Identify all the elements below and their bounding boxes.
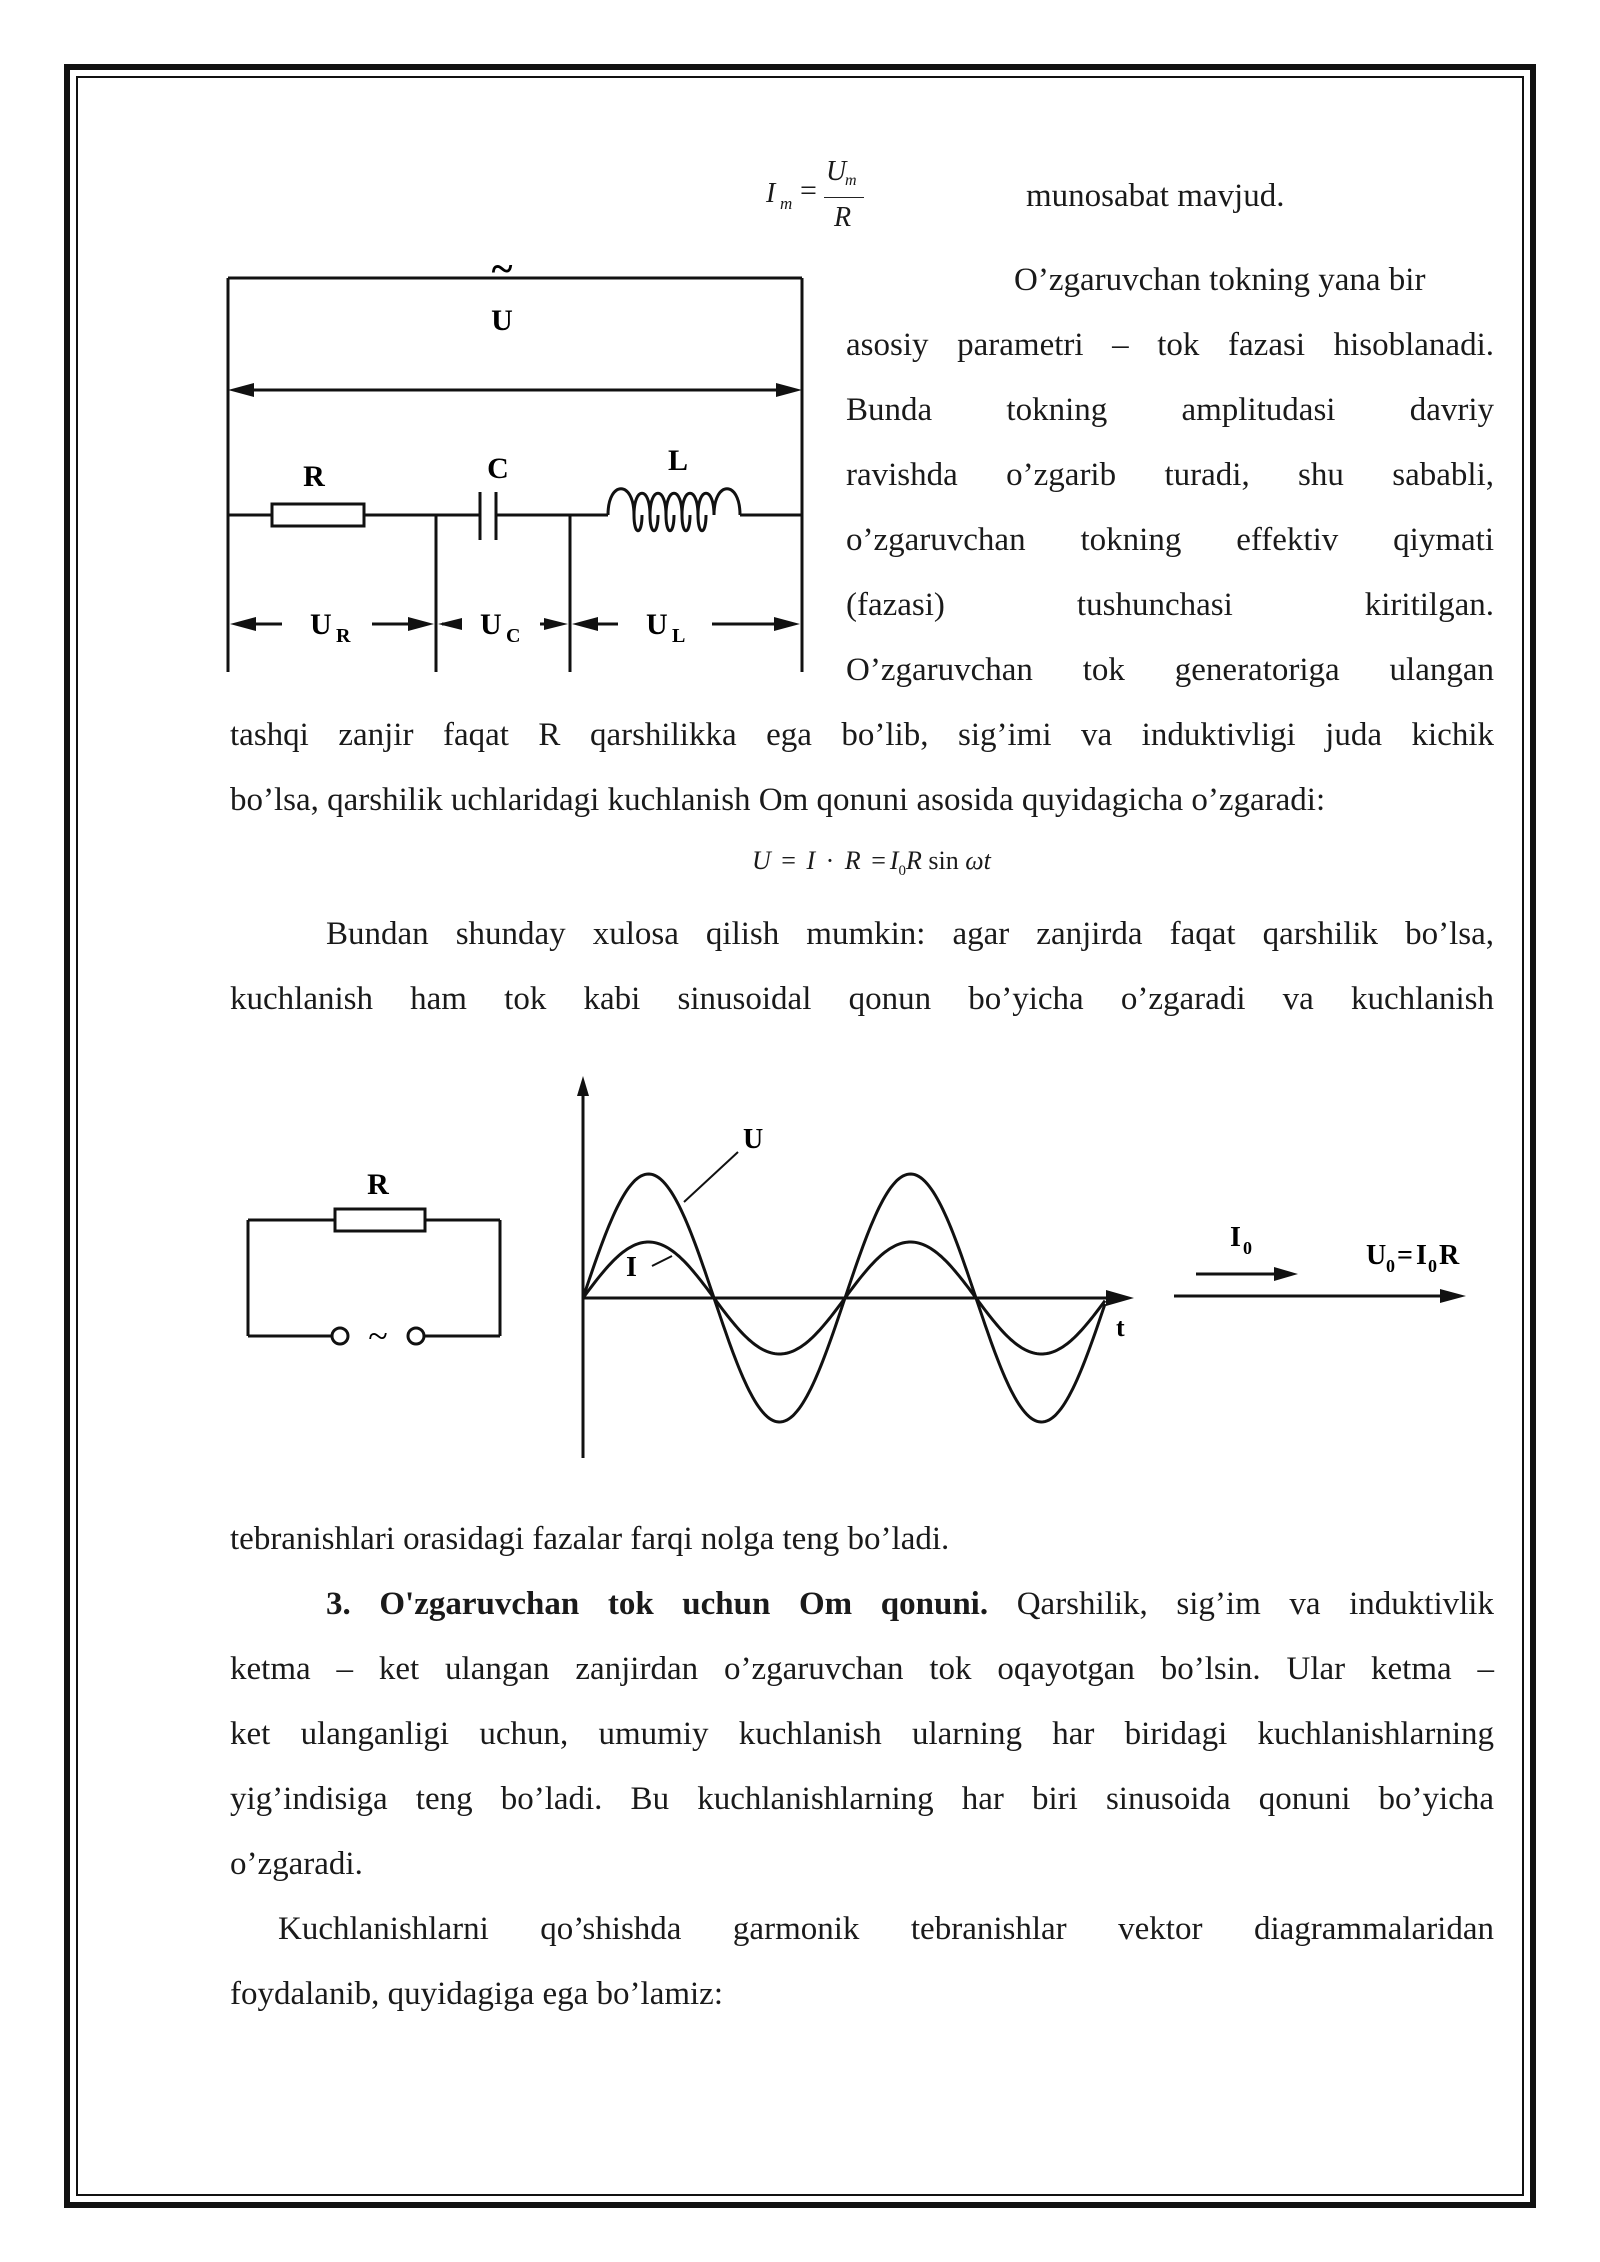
section3-line-5: o’zgaradi.	[230, 1846, 363, 1882]
fig2-ac-source-symbol: ~	[368, 1316, 388, 1356]
para3-line: tebranishlari orasidagi fazalar farqi nolga teng bo’ladi.	[230, 1521, 950, 1557]
section3-line-3: ket ulanganligi uchun, umumiy kuchlanish ularning har biridagi kuchlanishlarning	[230, 1716, 1494, 1752]
para2-line-2: kuchlanish ham tok kabi sinusoidal qonun bo’yicha o’zgaradi va kuchlanish	[230, 981, 1494, 1017]
para4-line-2: foydalanib, quyidagiga ega bo’lamiz:	[230, 1976, 724, 2012]
formula-im	[760, 150, 880, 240]
fig2-vector-i0-sub: 0	[1243, 1238, 1252, 1258]
label-uc: U	[480, 608, 502, 641]
formula-dot: ·	[825, 846, 835, 875]
para1-line-4: ravishda o’zgarib turadi, shu sababli,	[846, 457, 1494, 493]
fig2-vector-i0: I	[1230, 1222, 1241, 1253]
fig2-label-r: R	[367, 1168, 389, 1201]
fig2-vector-eq: =	[1397, 1240, 1413, 1271]
formula-im-fraction-bar	[824, 197, 864, 198]
label-ul: U	[646, 608, 668, 641]
section3-line-2: ketma – ket ulangan zanjirdan o’zgaruvchan tok oqayotgan bo’lsin. Ular ketma –	[230, 1651, 1494, 1687]
formula-im-den: R	[834, 202, 852, 233]
formula-eq2: =	[871, 846, 886, 875]
formula-t: t	[983, 846, 991, 875]
para1-line-6: (fazasi) tushunchasi kiritilgan.	[846, 587, 1494, 623]
formula-u: U	[752, 846, 771, 875]
para1-line-1: O’zgaruvchan tokning yana bir	[1014, 262, 1426, 298]
label-c: C	[487, 452, 509, 485]
para1-line-2: asosiy parametri – tok fazasi hisoblanadi.	[846, 327, 1494, 363]
label-uc-sub: C	[506, 625, 521, 647]
label-ur-sub: R	[336, 625, 351, 647]
formula-im-lhs-sub: m	[780, 194, 793, 213]
formula-omega: ω	[965, 846, 984, 875]
formula-i: I	[806, 846, 816, 875]
fig2-vector-i0r-sub: 0	[1428, 1256, 1437, 1276]
formula-sin: sin	[928, 846, 959, 875]
fig2-vector-u0: U	[1366, 1240, 1387, 1271]
label-ur: U	[310, 608, 332, 641]
formula-im-eq: =	[800, 174, 817, 207]
section3-line-4: yig’indisiga teng bo’ladi. Bu kuchlanishlarning har biri sinusoida qonuni bo’yicha	[230, 1781, 1494, 1817]
formula-im-num: U	[826, 156, 847, 187]
fig2-vector-u0-sub: 0	[1386, 1256, 1395, 1276]
para1-line-9: bo’lsa, qarshilik uchlaridagi kuchlanish Om qonuni asosida quyidagicha o’zgaradi:	[230, 782, 1326, 818]
label-l: L	[667, 444, 689, 477]
formula-im-lhs: I	[766, 178, 776, 209]
waveforms	[583, 1152, 1105, 1422]
section3-first-line	[326, 1572, 1494, 1637]
fig2-label-i: I	[626, 1252, 637, 1283]
para2-line-1: Bundan shunday xulosa qilish mumkin: agar zanjirda faqat qarshilik bo’lsa,	[326, 916, 1494, 952]
section3-first-line-rest: Qarshilik, sig’im va induktivlik	[1016, 1586, 1494, 1622]
label-r: R	[303, 460, 325, 493]
label-ul-sub: L	[672, 625, 686, 647]
para4-line-1: Kuchlanishlarni qo’shishda garmonik tebranishlar vektor diagrammalaridan	[278, 1911, 1494, 1947]
fig2-label-u: U	[743, 1124, 764, 1155]
fig2-vector-i0r: I	[1416, 1240, 1427, 1271]
formula-i0: I	[889, 846, 899, 875]
formula-u-ir	[752, 846, 1052, 886]
formula-i0-sub: 0	[898, 863, 907, 880]
resistive-ac-figure	[240, 1070, 1490, 1470]
formula-im-trailing-text: munosabat mavjud.	[1026, 178, 1285, 214]
para1-line-8: tashqi zanjir faqat R qarshilikka ega bo’lib, sig’imi va induktivligi juda kichik	[230, 717, 1494, 753]
fig2-vector-i0r-r: R	[1439, 1240, 1460, 1271]
section3-heading: 3. O'zgaruvchan tok uchun Om qonuni.	[326, 1586, 989, 1622]
fig2-label-t: t	[1116, 1313, 1125, 1342]
label-u: U	[491, 304, 513, 337]
formula-r2: R	[906, 846, 922, 875]
series-rcl-circuit-diagram	[222, 252, 812, 682]
para1-line-5: o’zgaruvchan tokning effektiv qiymati	[846, 522, 1494, 558]
para1-line-7: O’zgaruvchan tok generatoriga ulangan	[846, 652, 1494, 688]
formula-r: R	[844, 846, 861, 875]
formula-im-num-sub: m	[845, 172, 857, 189]
formula-eq1: =	[781, 846, 796, 875]
ac-source-symbol: ~	[491, 252, 513, 291]
para1-line-3: Bunda tokning amplitudasi davriy	[846, 392, 1494, 428]
